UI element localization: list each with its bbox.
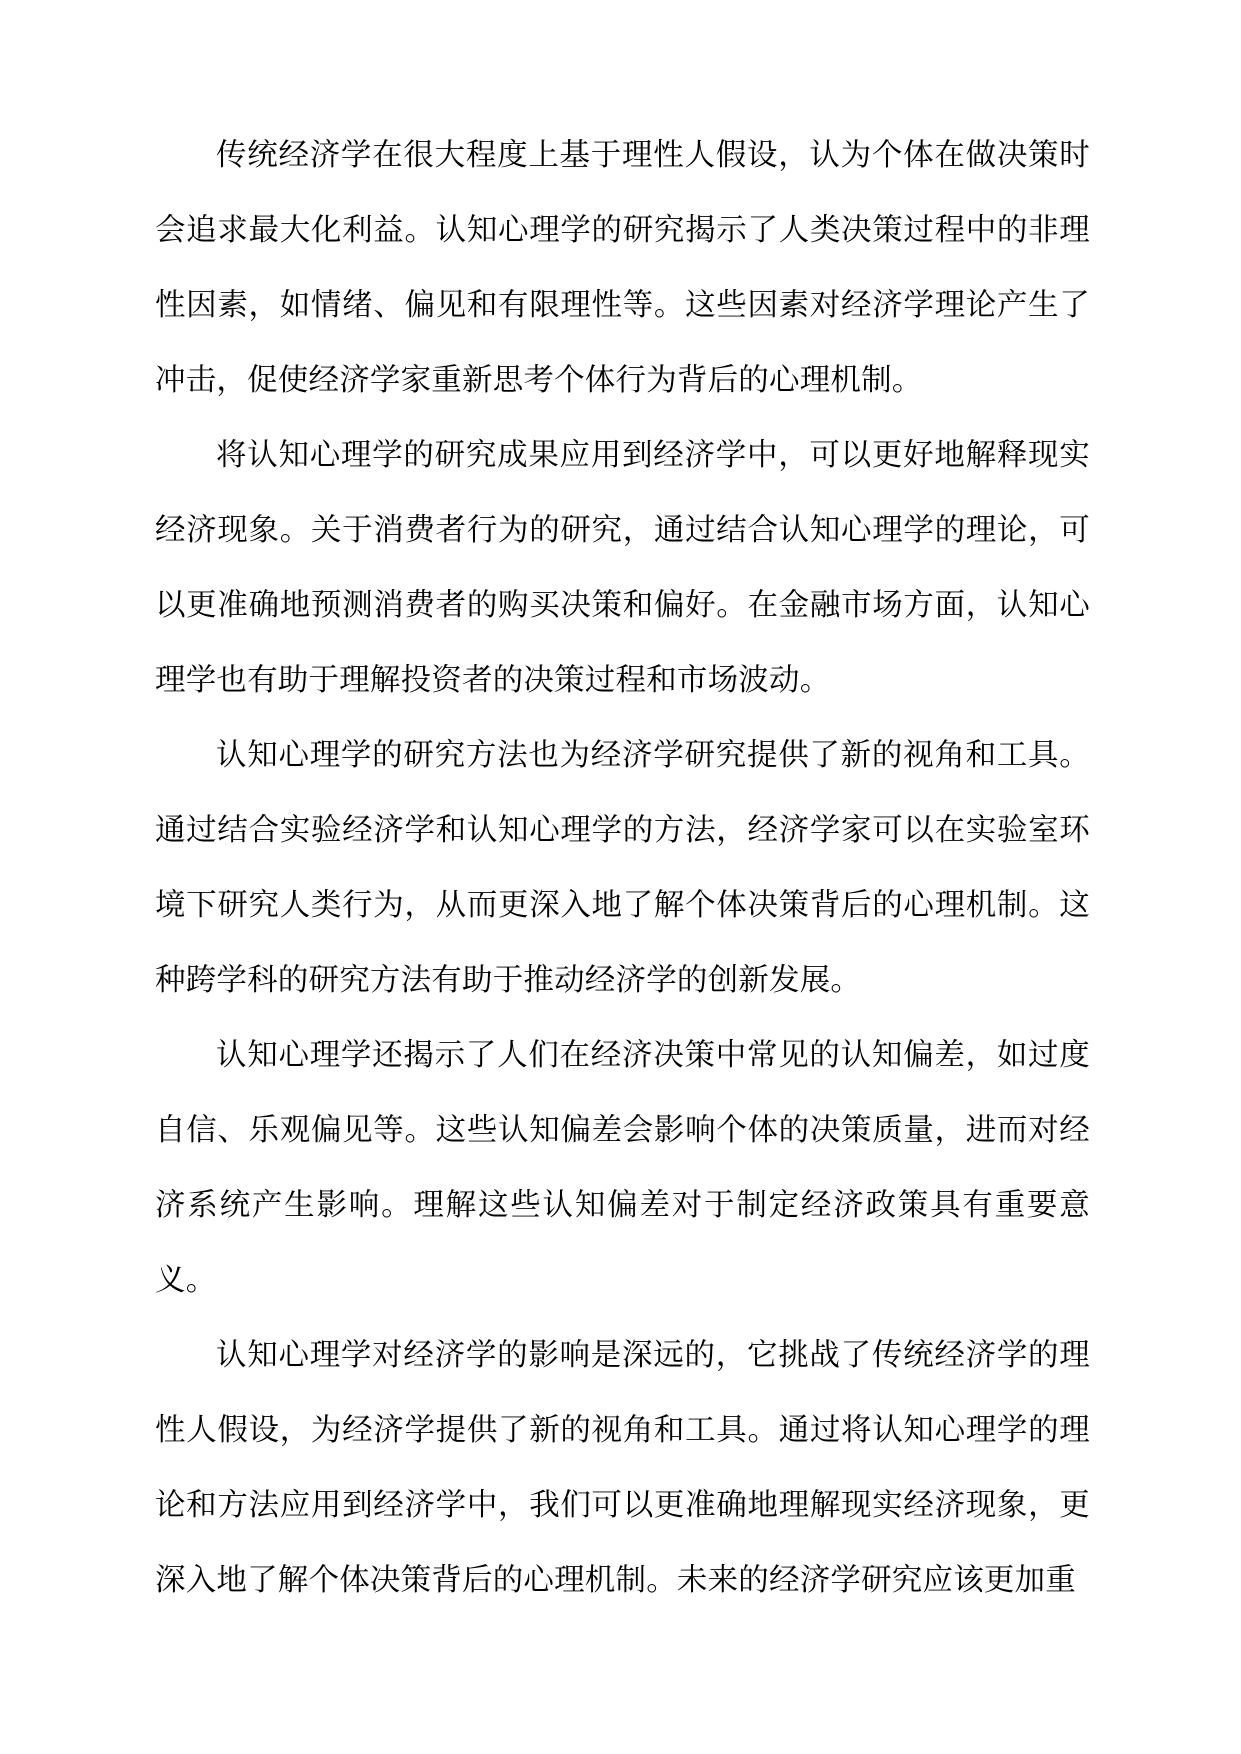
paragraph: 传统经济学在很大程度上基于理性人假设，认为个体在做决策时会追求最大化利益。认知心理学的研究揭示了人类决策过程中的非理性因素，如情绪、偏见和有限理性等。这些因素对经济学理论产生了冲击，促使经济学家重新思考个体行为背后的心理机制。	[155, 138, 1090, 397]
paragraph: 将认知心理学的研究成果应用到经济学中，可以更好地解释现实经济现象。关于消费者行为的研究，通过结合认知心理学的理论，可以更准确地预测消费者的购买决策和偏好。在金融市场方面，认知心理学也有助于理解投资者的决策过程和市场波动。	[155, 438, 1090, 697]
paragraph: 认知心理学对经济学的影响是深远的，它挑战了传统经济学的理性人假设，为经济学提供了新的视角和工具。通过将认知心理学的理论和方法应用到经济学中，我们可以更准确地理解现实经济现象，更深入地了解个体决策背后的心理机制。未来的经济学研究应该更加重	[155, 1338, 1090, 1597]
paragraph: 认知心理学的研究方法也为经济学研究提供了新的视角和工具。通过结合实验经济学和认知心理学的方法，经济学家可以在实验室环境下研究人类行为，从而更深入地了解个体决策背后的心理机制。这种跨学科的研究方法有助于推动经济学的创新发展。	[155, 738, 1090, 997]
page-text-body	[155, 118, 1090, 1618]
paragraph: 认知心理学还揭示了人们在经济决策中常见的认知偏差，如过度自信、乐观偏见等。这些认知偏差会影响个体的决策质量，进而对经济系统产生影响。理解这些认知偏差对于制定经济政策具有重要意义。	[155, 1038, 1090, 1297]
